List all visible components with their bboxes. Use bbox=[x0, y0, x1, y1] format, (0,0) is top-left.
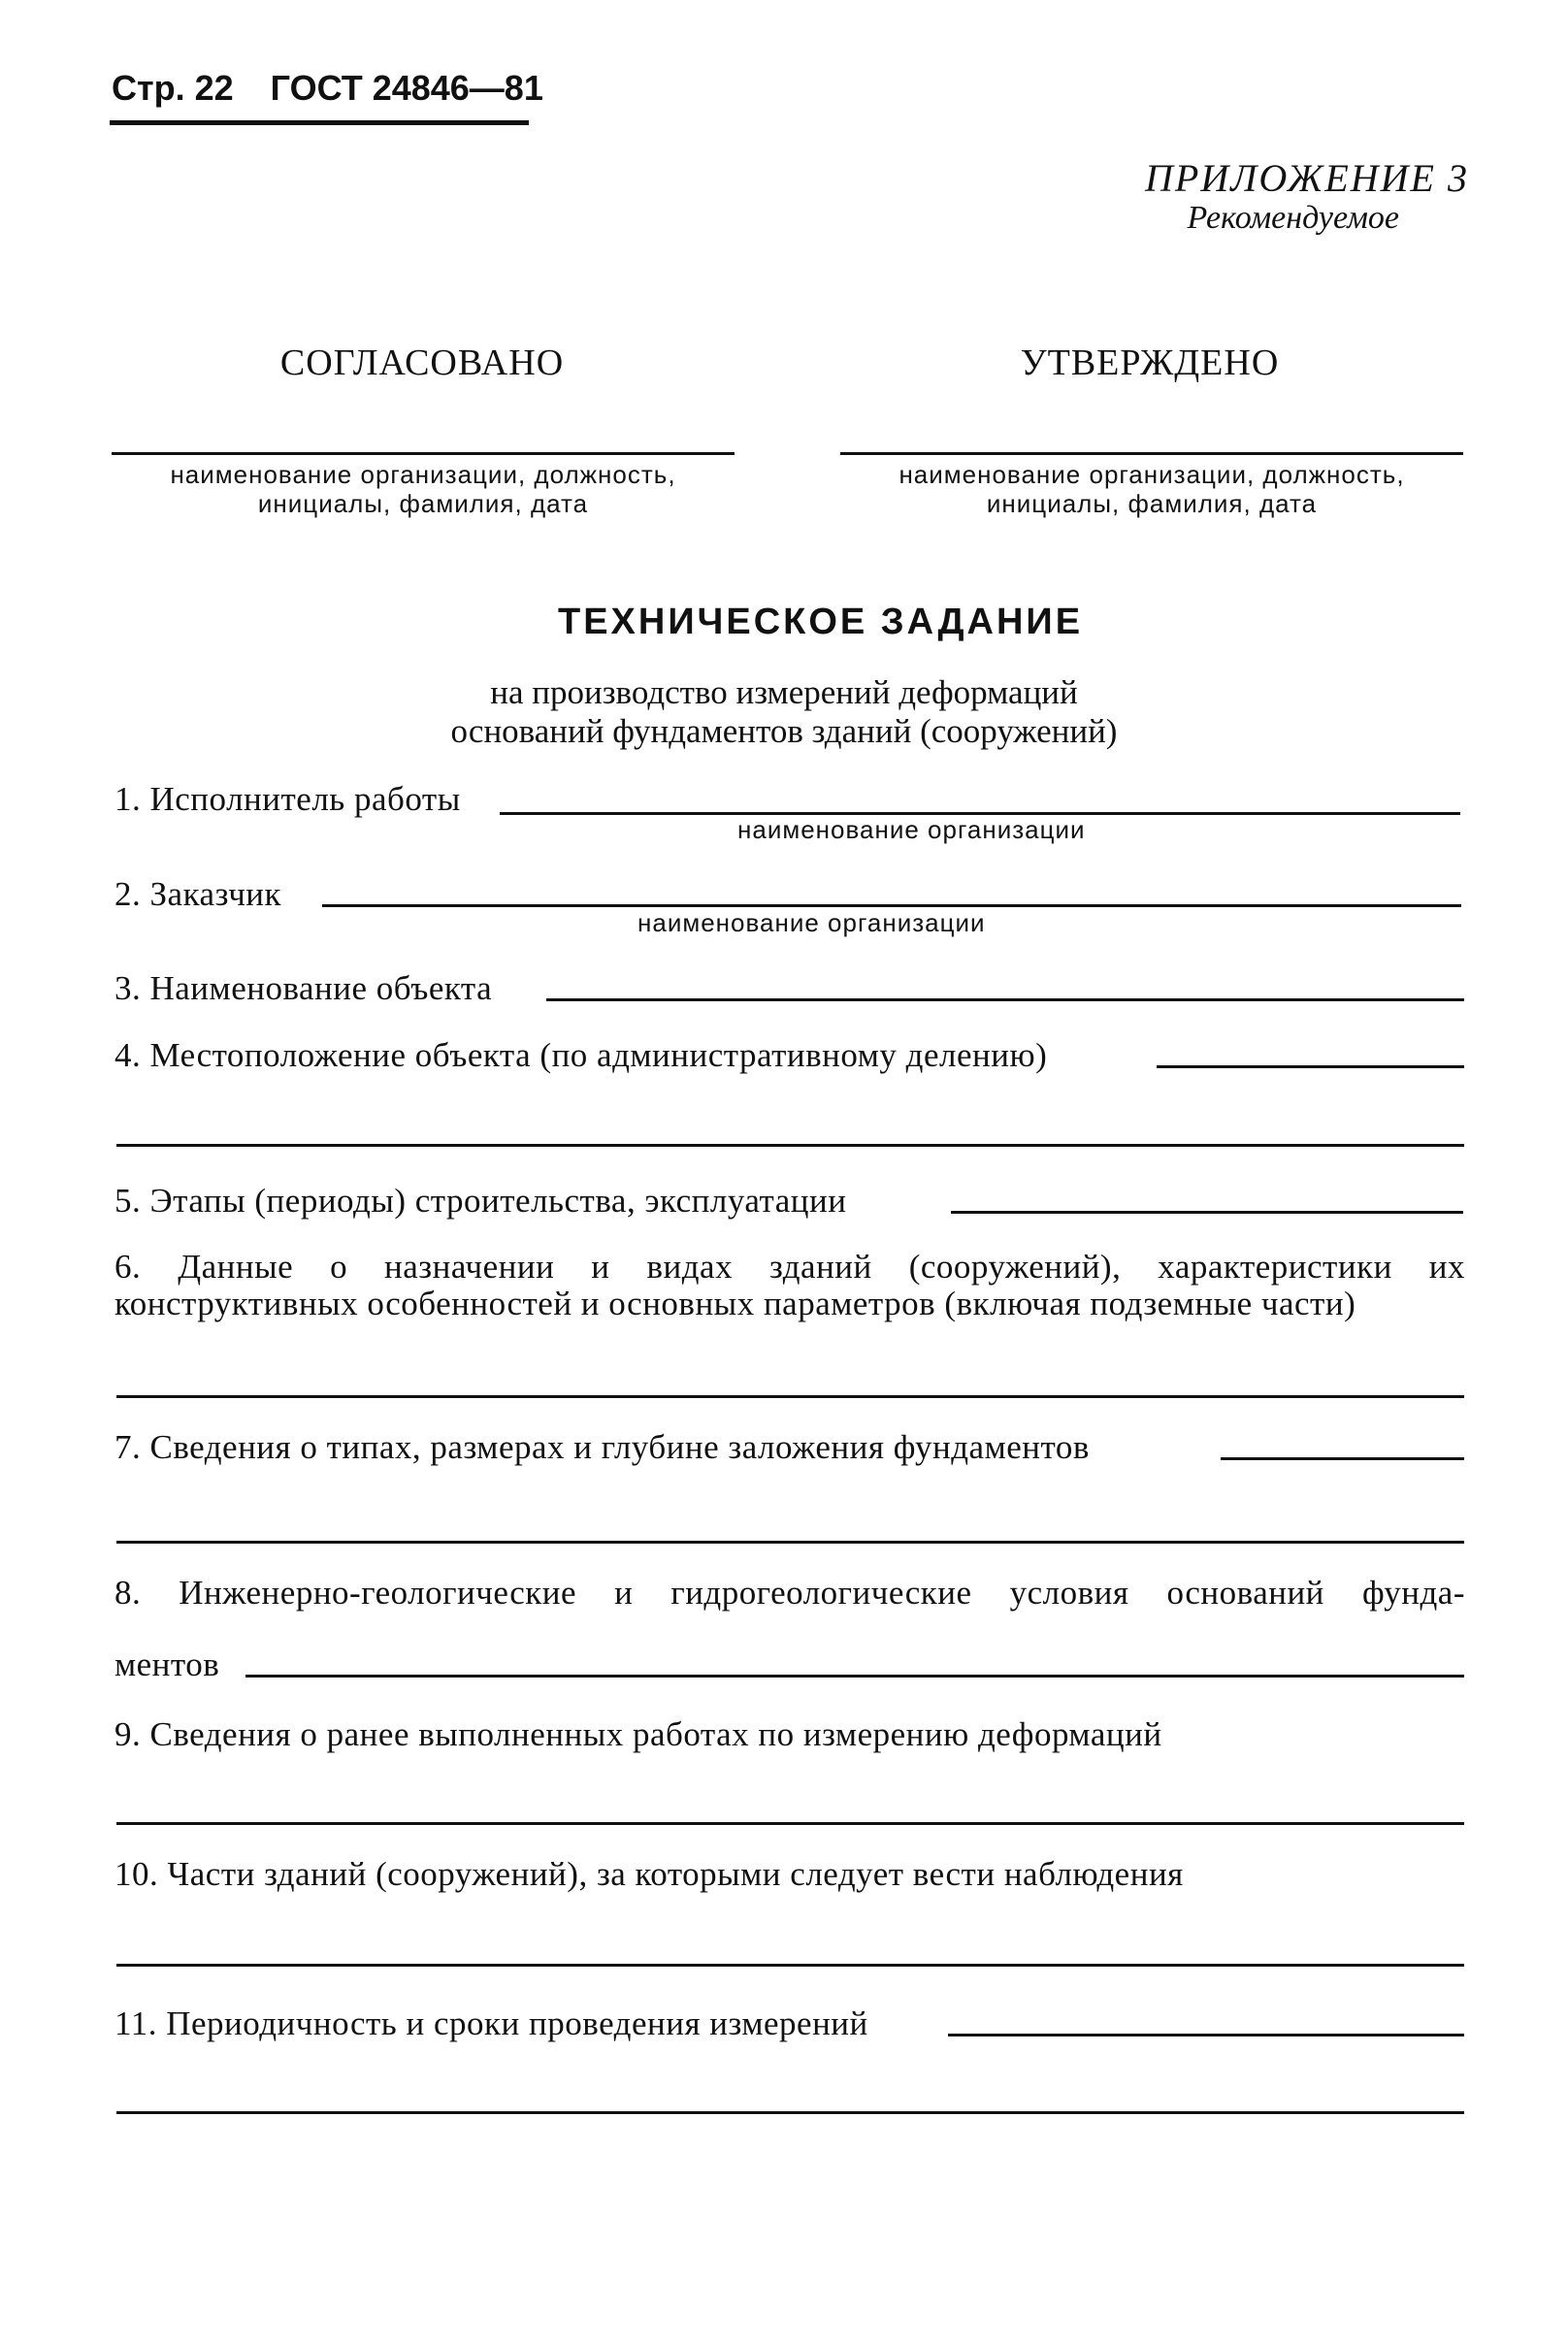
item-11-line bbox=[948, 2034, 1464, 2036]
document-subtitle-line2: оснований фундаментов зданий (сооружений) bbox=[450, 712, 1118, 750]
item-5-line bbox=[951, 1211, 1463, 1214]
item-4-extra-line bbox=[116, 1144, 1464, 1147]
item-8-line1: 8. Инженерно-геологические и гидрогеологические условия оснований фунда- bbox=[114, 1574, 1465, 1612]
approved-label: УТВЕРЖДЕНО bbox=[1020, 342, 1280, 383]
item-8-line bbox=[245, 1675, 1464, 1678]
standard-number: ГОСТ 24846—81 bbox=[270, 68, 543, 108]
item-1-caption: наименование организации bbox=[737, 815, 1086, 844]
header-rule bbox=[110, 120, 529, 125]
item-4-line bbox=[1157, 1065, 1464, 1068]
approved-signature-line bbox=[840, 452, 1463, 455]
item-7-line bbox=[1221, 1457, 1464, 1460]
document-subtitle-line1: на производство измерений деформаций bbox=[490, 673, 1078, 711]
item-9-label: 9. Сведения о ранее выполненных работах по измерению деформаций bbox=[114, 1715, 1162, 1753]
approved-caption-line1: наименование организации, должность, bbox=[898, 460, 1405, 489]
appendix-subtitle: Рекомендуемое bbox=[1187, 200, 1399, 236]
agreed-signature-line bbox=[112, 452, 735, 455]
item-1-label: 1. Исполнитель работы bbox=[114, 780, 461, 818]
document-title: ТЕХНИЧЕСКОЕ ЗАДАНИЕ bbox=[558, 602, 1084, 642]
item-2-label: 2. Заказчик bbox=[114, 875, 282, 913]
approved-caption-line2: инициалы, фамилия, дата bbox=[986, 489, 1318, 518]
appendix-title: ПРИЛОЖЕНИЕ 3 bbox=[1145, 156, 1469, 200]
item-6-line bbox=[116, 1395, 1464, 1398]
item-9-line bbox=[116, 1822, 1464, 1825]
item-3-label: 3. Наименование объекта bbox=[114, 969, 493, 1007]
item-5-label: 5. Этапы (периоды) строительства, эксплуатации bbox=[114, 1182, 847, 1220]
item-6-line1: 6. Данные о назначении и видах зданий (сооружений), характеристики их bbox=[114, 1248, 1465, 1286]
item-3-line bbox=[546, 998, 1464, 1001]
agreed-label: СОГЛАСОВАНО bbox=[279, 342, 565, 383]
item-7-label: 7. Сведения о типах, размерах и глубине заложения фундаментов bbox=[114, 1428, 1090, 1466]
item-11-label: 11. Периодичность и сроки проведения измерений bbox=[114, 2004, 868, 2042]
page-number: Стр. 22 bbox=[112, 68, 234, 108]
agreed-caption-line1: наименование организации, должность, bbox=[170, 460, 676, 489]
item-10-label: 10. Части зданий (сооружений), за которыми следует вести наблюдения bbox=[114, 1855, 1184, 1893]
item-10-line bbox=[116, 1964, 1464, 1967]
agreed-caption-line2: инициалы, фамилия, дата bbox=[257, 489, 589, 518]
item-2-line bbox=[322, 904, 1461, 907]
item-2-caption: наименование организации bbox=[637, 908, 986, 937]
item-11-extra-line bbox=[116, 2111, 1464, 2114]
item-8-line2: ментов bbox=[114, 1645, 220, 1683]
item-4-label: 4. Местоположение объекта (по административному делению) bbox=[114, 1036, 1048, 1074]
page-header bbox=[112, 68, 543, 109]
item-6-line2: конструктивных особенностей и основных параметров (включая подземные части) bbox=[114, 1285, 1356, 1322]
item-7-extra-line bbox=[116, 1541, 1464, 1544]
